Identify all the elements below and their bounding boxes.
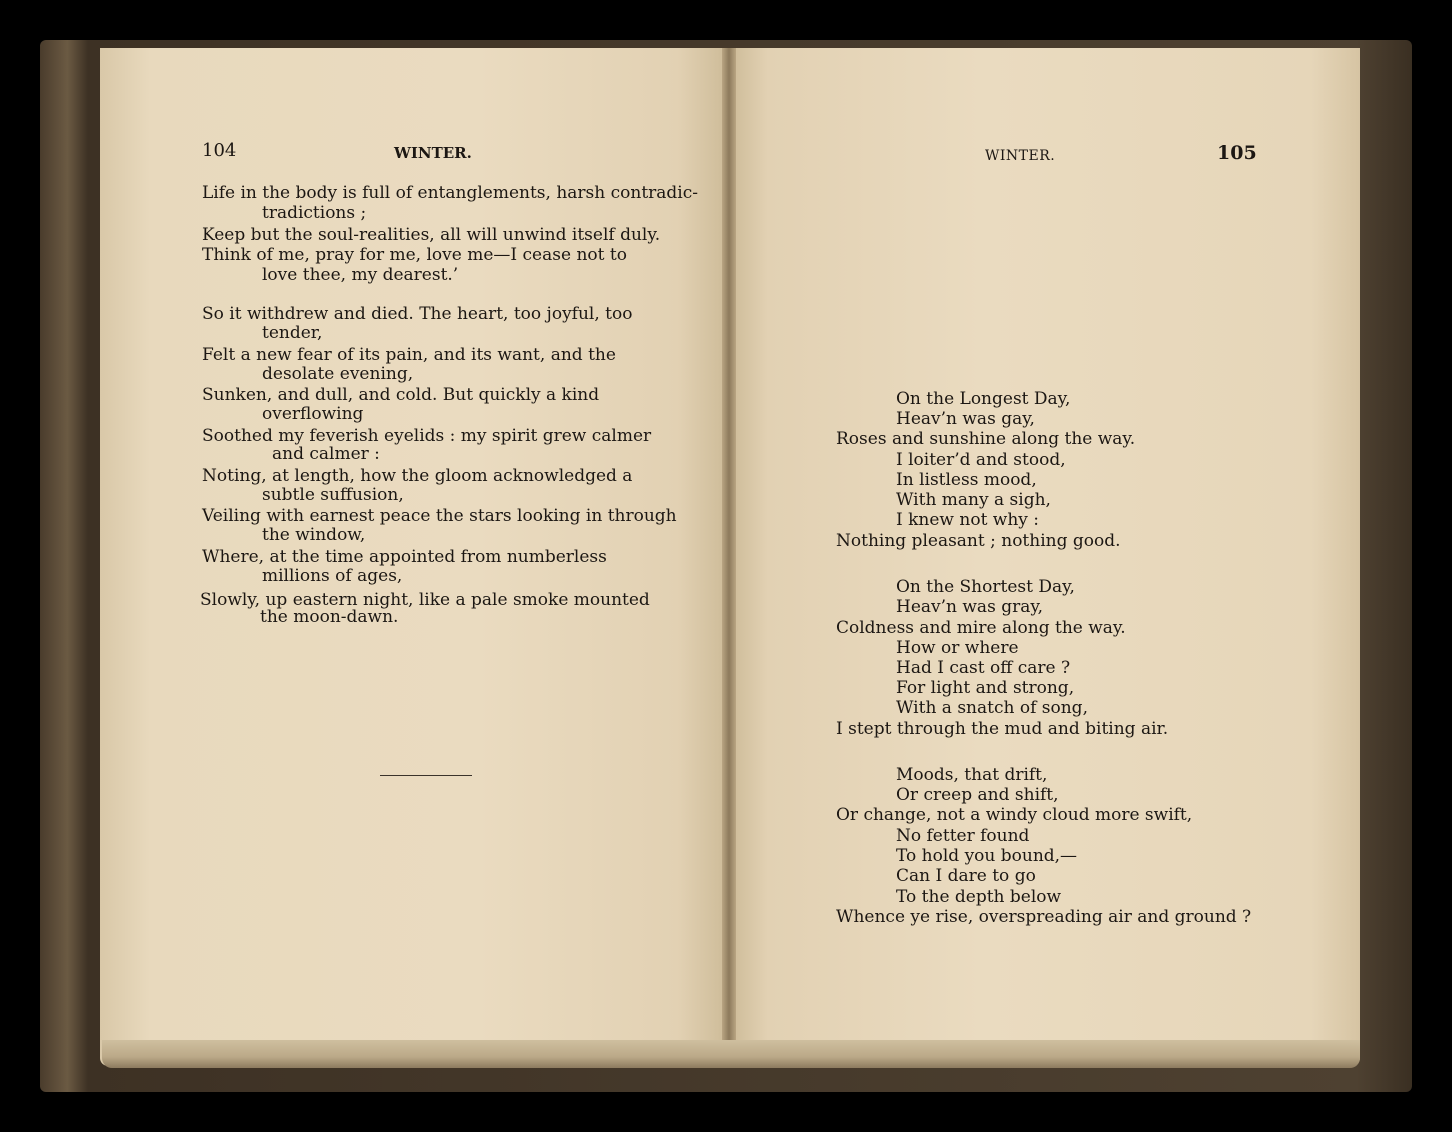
page-number-left: 104 — [202, 140, 237, 161]
poem-line: Had I cast off care ? — [896, 658, 1071, 678]
text-line: and calmer : — [272, 444, 380, 464]
poem-line: Heav’n was gay, — [896, 409, 1035, 429]
poem-line: Can I dare to go — [896, 866, 1036, 886]
poem-line: Roses and sunshine along the way. — [836, 429, 1136, 449]
poem-line: To hold you bound,— — [896, 846, 1078, 866]
text-line: Where, at the time appointed from numberless — [202, 547, 607, 567]
poem-line: I stept through the mud and biting air. — [836, 719, 1169, 739]
text-line: Sunken, and dull, and cold. But quickly a kind — [202, 385, 600, 405]
poem-line: Coldness and mire along the way. — [836, 618, 1126, 638]
running-head-left: WINTER. — [394, 144, 472, 162]
poem-line: I knew not why : — [896, 510, 1040, 530]
poem-line: To the depth below — [896, 887, 1062, 907]
text-line: Keep but the soul-realities, all will unwind itself duly. — [202, 225, 661, 245]
poem-line: Or change, not a windy cloud more swift, — [836, 805, 1193, 825]
text-line: Life in the body is full of entanglements, harsh contradic- — [202, 183, 699, 203]
text-line: desolate evening, — [262, 364, 414, 384]
section-rule — [380, 775, 472, 776]
poem-line: With a snatch of song, — [896, 698, 1088, 718]
text-line: tender, — [262, 323, 323, 343]
text-line: Veiling with earnest peace the stars looking in through — [202, 506, 677, 526]
text-line: Noting, at length, how the gloom acknowledged a — [202, 466, 633, 486]
poem-line: Moods, that drift, — [896, 765, 1048, 785]
text-line: the moon-dawn. — [260, 607, 399, 627]
poem-line: On the Longest Day, — [896, 389, 1071, 409]
text-line: tradictions ; — [262, 203, 367, 223]
book-gutter — [722, 48, 736, 1058]
text-line: the window, — [262, 525, 366, 545]
poem-line: No fetter found — [896, 826, 1030, 846]
page-edges — [102, 1040, 1360, 1068]
running-head-right: WINTER. — [985, 148, 1056, 164]
text-line: Slowly, up eastern night, like a pale smoke mounted — [200, 590, 650, 610]
text-line: Think of me, pray for me, love me—I cease not to — [202, 245, 627, 265]
poem-line: Nothing pleasant ; nothing good. — [836, 531, 1121, 551]
poem-line: For light and strong, — [896, 678, 1075, 698]
text-line: subtle suffusion, — [262, 485, 404, 505]
text-line: So it withdrew and died. The heart, too joyful, too — [202, 304, 633, 324]
page-number-right: 105 — [1217, 142, 1257, 164]
poem-line: Heav’n was gray, — [896, 597, 1044, 617]
poem-line: Whence ye rise, overspreading air and ground ? — [836, 907, 1252, 927]
text-line: millions of ages, — [262, 566, 403, 586]
poem-line: On the Shortest Day, — [896, 577, 1075, 597]
poem-line: I loiter’d and stood, — [896, 450, 1066, 470]
text-line: overflowing — [262, 404, 364, 424]
poem-line: With many a sigh, — [896, 490, 1051, 510]
text-line: love thee, my dearest.’ — [262, 265, 459, 285]
poem-line: In listless mood, — [896, 470, 1037, 490]
text-line: Felt a new fear of its pain, and its want, and the — [202, 345, 616, 365]
poem-line: How or where — [896, 638, 1019, 658]
text-line: Soothed my feverish eyelids : my spirit grew calmer — [202, 426, 652, 446]
poem-line: Or creep and shift, — [896, 785, 1059, 805]
